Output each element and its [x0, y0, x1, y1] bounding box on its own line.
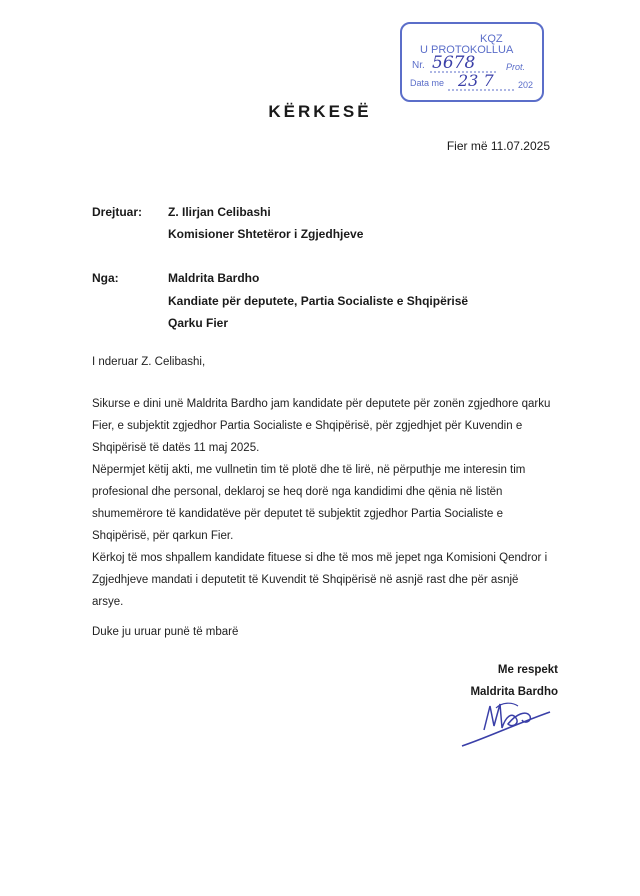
stamp-nr-value: 5678	[432, 53, 476, 73]
sender-role: Kandiate për deputete, Partia Socialiste e Shqipërisë	[168, 294, 469, 308]
body-paragraph-2: Nëpermjet këtij akti, me vullnetin tim të plotë dhe të lirë, në përputhje me interesin tim profesional dhe personal, deklaroj se heq dorë nga kandidimi dhe qënia në listën shumemërore të kandidatëve për deputet të subjektit zgjedhor Partia Socialiste e Shqipërisë, për qarkun Fier.	[92, 464, 526, 542]
stamp-line1: KQZ	[480, 33, 503, 45]
addressee-name: Z. Ilirjan Celibashi	[168, 205, 271, 219]
sender-name: Maldrita Bardho	[168, 271, 260, 285]
closing-line: Duke ju uruar punë të mbarë	[92, 626, 239, 638]
body-paragraph-1: Sikurse e dini unë Maldrita Bardho jam kandidate për deputete për zonën zgjedhore qarku Fier, e subjektit zgjedhor Partia Socialiste e Shqipërisë, për zgjedhjet për Kuvendin e Shqipërisë të datës 11 maj 2025.	[92, 398, 551, 454]
place-date: Fier më 11.07.2025	[446, 139, 550, 153]
stamp-prot-label: Prot.	[506, 62, 526, 72]
stamp-nr-label: Nr.	[412, 60, 425, 71]
document-title: KËRKESË	[268, 102, 372, 121]
body-paragraph-3: Kërkoj të mos shpallem kandidate fituese si dhe të mos më jepet nga Komisioni Qendror i Zgjedhjeve mandati i deputetit të Kuvendit të Shqipërisë në asnjë rast dhe për asnjë arsye.	[92, 552, 548, 608]
salutation: I nderuar Z. Celibashi,	[92, 356, 206, 368]
stamp-year: 202	[518, 80, 534, 90]
sender-label: Nga:	[92, 271, 119, 285]
registration-stamp	[398, 20, 546, 104]
letter-body	[92, 393, 552, 613]
stamp-line2: U PROTOKOLLUA	[420, 44, 514, 56]
addressee-label: Drejtuar:	[92, 205, 143, 219]
addressee-role: Komisioner Shtetëror i Zgjedhjeve	[168, 227, 364, 241]
stamp-date-value: 23 7	[458, 71, 494, 90]
sign-off: Me respekt	[497, 664, 558, 676]
signatory-name: Maldrita Bardho	[470, 686, 558, 698]
sender-district: Qarku Fier	[168, 316, 229, 330]
handwritten-signature	[456, 694, 556, 752]
stamp-date-label: Data me	[410, 78, 445, 88]
